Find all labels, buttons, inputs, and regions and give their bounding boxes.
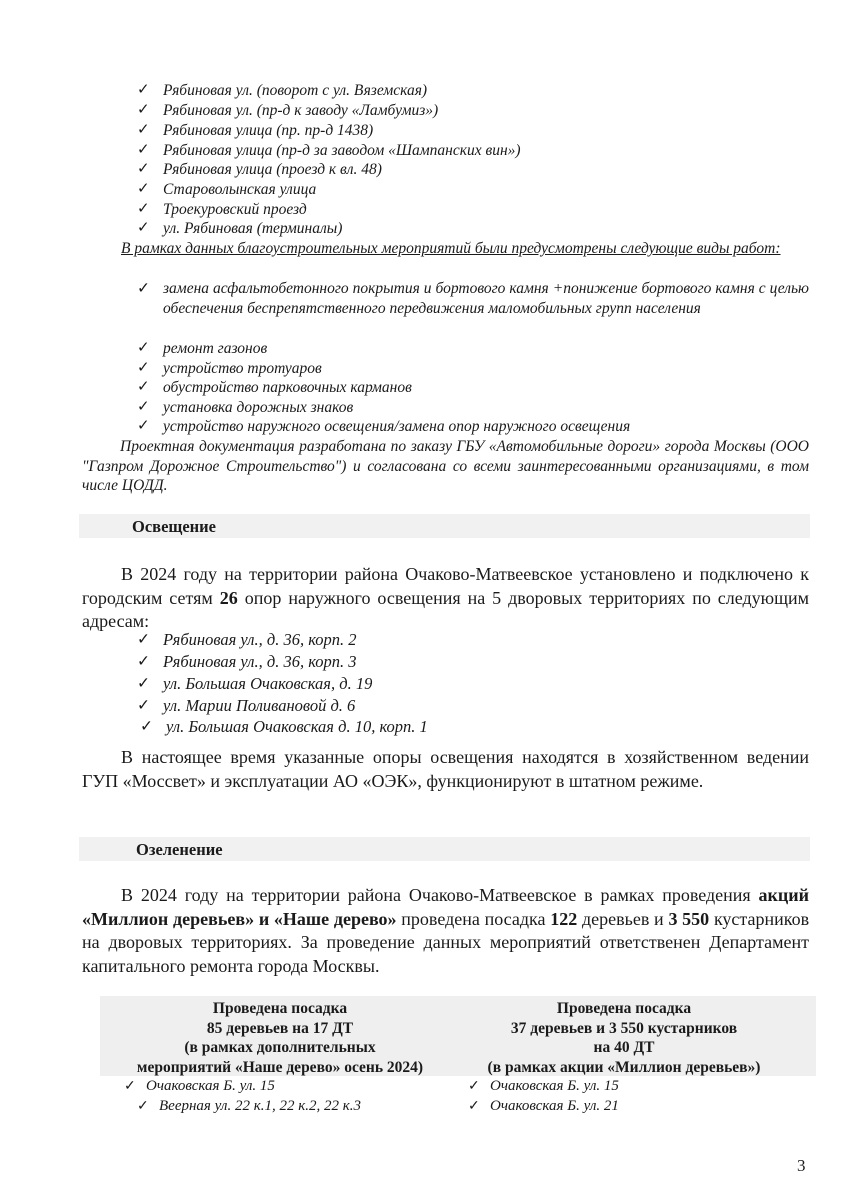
page-number: 3 <box>797 1156 806 1175</box>
check-icon: ✓ <box>137 379 150 395</box>
works-heading: В рамках данных благоустроительных мероприятий были предусмотрены следующие виды работ: <box>121 240 781 257</box>
check-icon: ✓ <box>137 675 150 692</box>
check-icon: ✓ <box>137 280 150 297</box>
section-header-lighting <box>79 514 810 538</box>
lighting-paragraph: В 2024 году на территории района Очаково-Матвеевское установлено и подключено к городским сетям 26 опор наружного освещения на 5 дворовых территориях по следующим адресам: <box>82 564 810 631</box>
check-icon: ✓ <box>137 201 150 217</box>
check-icon: ✓ <box>137 340 150 356</box>
check-icon: ✓ <box>137 82 150 98</box>
check-icon: ✓ <box>137 399 150 415</box>
check-icon: ✓ <box>137 142 150 158</box>
check-icon: ✓ <box>137 122 150 138</box>
check-icon: ✓ <box>137 220 150 236</box>
check-icon: ✓ <box>137 631 150 648</box>
document-page: ✓ Рябиновая ул. (поворот с ул. Вяземская) ✓ Рябиновая ул. (пр-д к заводу «Ламбумиз») ✓ Рябиновая улица (пр. пр-д 1438) ✓ Рябиновая улица (пр-д за заводом «Шампанских вин») ✓ Рябиновая улица (проезд к вл. 48) ✓ Староволынская улица ✓ Троекуровский проезд ✓ ул. Рябиновая (терминалы) В рамках данных благоустроительных мероприятий были предусмотрены следующие виды работ: ✓ замена асфальтобетонного покрытия и бортового камня +понижение бортового камня с целью обеспечения беспрепятственного передвижения маломобильных групп населения ✓ ремонт газонов ✓ устройство тротуаров ✓ обустройство парковочных карманов ✓ установка дорожных знаков ✓ устройство наружного освещения/замена опор наружного освещения Проектная документация разработана по заказу ГБУ «Автомобильные дороги» города Москвы (ООО "Газпром Дорожное Строительство") и согласована со всеми заинтересованными организациями, в том числе ЦОДД. Освещение В 2024 году на территории района Очаково-Матвеевское установлено и подключено к городским сетям 26 опор наружного освещения на 5 дворовых территориях по следующим адресам: ✓ Рябиновая ул., д. 36, корп. 2 ✓ Рябиновая ул., д. 36, корп. 3 ✓ ул. Большая Очаковская, д. 19 ✓ ул. Марии Поливановой д. 6 ✓ ул. Большая Очаковская д. 10, корп. 1 В настоящее время указанные опоры освещения находятся в хозяйственном ведении ГУП «Моссвет» и эксплуатации АО «ОЭК», функционируют в штатном режиме. Озеленение В 2024 году на территории района Очаково-Матвеевское в рамках проведения акций «Миллион деревьев» и «Наше дерево» проведена посадка 122 деревьев и 3 550 кустарников на дворовых территориях. За проведение данных мероприятий ответственен Департамент капитального ремонта города Москвы. Проведена посадка 85 деревьев на 17 ДТ (в рамках дополнительных мероприятий «Наше дерево» осень 2024) Проведена посадка 37 деревьев и 3 550 кустарников на 40 ДТ (в рамках акции «Миллион деревьев») ✓ Очаковская Б. ул. 15 ✓ Веерная ул. 22 к.1, 22 к.2, 22 к.3 ✓ Очаковская Б. ул. 15 ✓ Очаковская Б. ул. 21 3 <box>0 0 848 1200</box>
lighting-status-paragraph: В настоящее время указанные опоры освещения находятся в хозяйственном ведении ГУП «Моссвет» и эксплуатации АО «ОЭК», функционируют в штатном режиме. <box>82 747 809 791</box>
project-note: Проектная документация разработана по заказу ГБУ «Автомобильные дороги» города Москвы (ООО "Газпром Дорожное Строительство") и согласована со всеми заинтересованными организациями, в том числе ЦОДД. <box>82 438 809 494</box>
check-icon: ✓ <box>137 102 150 118</box>
check-icon: ✓ <box>137 418 150 434</box>
list-item: ✓ замена асфальтобетонного покрытия и бортового камня +понижение бортового камня с целью обеспечения беспрепятственного передвижения маломобильных групп населения <box>137 280 809 317</box>
check-icon: ✓ <box>140 718 153 735</box>
table-header-left: Проведена посадка 85 деревьев на 17 ДТ (в рамках дополнительных мероприятий «Наше дерево» осень 2024) <box>136 1000 424 1076</box>
check-icon: ✓ <box>137 697 150 714</box>
check-icon: ✓ <box>468 1099 480 1114</box>
section-title: Освещение <box>132 517 216 536</box>
check-icon: ✓ <box>124 1079 136 1094</box>
check-icon: ✓ <box>137 360 150 376</box>
check-icon: ✓ <box>468 1079 480 1094</box>
table-header-right: Проведена посадка 37 деревьев и 3 550 кустарников на 40 ДТ (в рамках акции «Миллион деревьев») <box>487 1000 761 1076</box>
check-icon: ✓ <box>137 161 150 177</box>
check-icon: ✓ <box>137 181 150 197</box>
section-title: Озеленение <box>136 840 223 859</box>
check-icon: ✓ <box>137 1099 149 1114</box>
section-header-greening <box>79 837 810 861</box>
check-icon: ✓ <box>137 653 150 670</box>
greening-paragraph: В 2024 году на территории района Очаково-Матвеевское в рамках проведения акций «Миллион деревьев» и «Наше дерево» проведена посадка 122 деревьев и 3 550 кустарников на дворовых территориях. За проведение данных мероприятий ответственен Департамент капитального ремонта города Москвы. <box>82 885 810 976</box>
